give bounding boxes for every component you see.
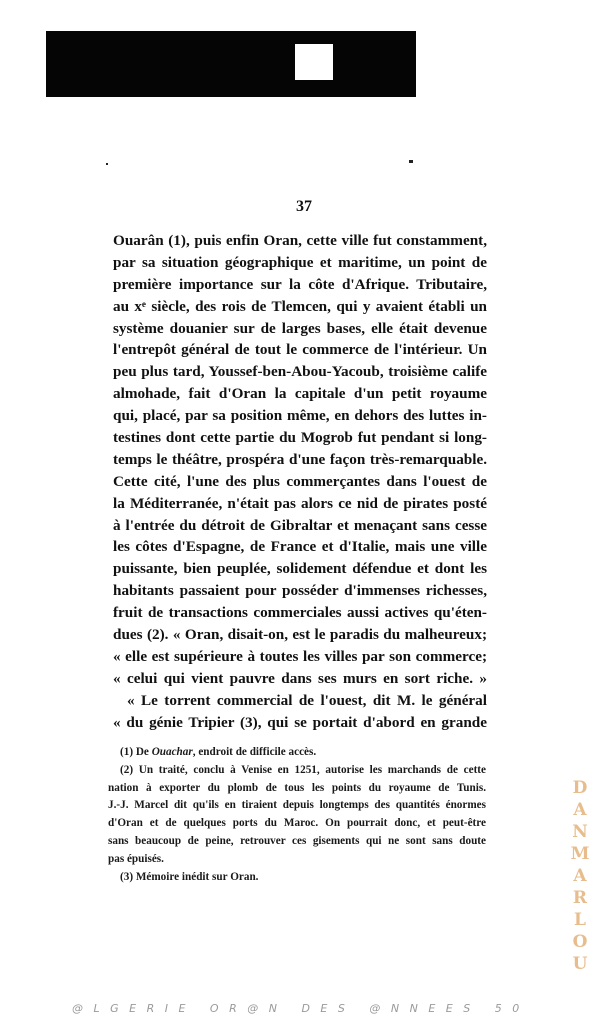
footnote-3: (3) Mémoire inédit sur Oran. bbox=[120, 870, 259, 883]
text-line: testines dont cette partie du Mogrob fut pendant si long- bbox=[113, 429, 487, 447]
text-line: « celui qui vient pauvre dans ses murs en sort riche. » bbox=[113, 669, 487, 687]
text-line: première importance sur la côte d'Afrique. Tributaire, bbox=[113, 275, 487, 293]
text-line: puissante, bien peuplée, solidement défendue et dont les bbox=[113, 560, 487, 578]
text-line: « elle est supérieure à toutes les villes par son commerce; bbox=[113, 647, 487, 665]
text-line: Cette cité, l'une des plus commerçantes dans l'ouest de bbox=[113, 472, 487, 490]
text-line: almohade, fait d'Oran la capitale d'un petit royaume bbox=[113, 385, 487, 403]
footnote-1-marker: (1) De bbox=[120, 746, 149, 758]
footnote-2-line: nation à exporter du plomb de tous les points du royaume de Tunis. bbox=[108, 781, 486, 794]
text-line: qui, placé, par sa position même, en dehors des luttes in- bbox=[113, 407, 487, 425]
text-line: au xᵉ siècle, des rois de Tlemcen, qui y avaient établi un bbox=[113, 297, 487, 315]
text-line: habitants passaient pour posséder d'immenses richesses, bbox=[113, 582, 487, 600]
footnotes bbox=[108, 744, 486, 886]
scan-speck bbox=[106, 163, 108, 165]
text-line: l'entrepôt général de tout le commerce de l'intérieur. Un bbox=[113, 341, 487, 359]
scan-speck bbox=[409, 160, 413, 163]
watermark-vertical: DANMARLOU bbox=[570, 778, 590, 976]
redaction-bar bbox=[46, 31, 416, 97]
redaction-notch bbox=[295, 44, 333, 80]
text-line: les côtes d'Espagne, de France et d'Italie, mais une ville bbox=[113, 538, 487, 556]
text-line: système douanier sur de larges bases, elle était devenue bbox=[113, 319, 487, 337]
text-line: la Méditerranée, n'était pas alors ce nid de pirates posté bbox=[113, 494, 487, 512]
text-line: peu plus tard, Youssef-ben-Abou-Yacoub, troisième calife bbox=[113, 363, 487, 381]
footnote-2-line: sans beaucoup de peine, retrouver ces gisements qui ne sont sans doute bbox=[108, 834, 486, 847]
text-line: Ouarân (1), puis enfin Oran, cette ville fut constamment, bbox=[113, 232, 487, 249]
text-line: par sa situation géographique et maritime, un point de bbox=[113, 253, 487, 271]
text-line: « Le torrent commercial de l'ouest, dit M. le général bbox=[127, 691, 487, 709]
footnote-2-line: d'Oran et de quelques ports du Maroc. On pourrait donc, et peut-être bbox=[108, 817, 486, 830]
footnote-2-line: (2) Un traité, conclu à Venise en 1251, autorise les marchands de cette bbox=[120, 763, 486, 776]
footnote-1 bbox=[108, 744, 486, 762]
text-line: à l'entrée du détroit de Gibraltar et menaçant sans cesse bbox=[113, 516, 487, 534]
footnote-1-rest: , endroit de difficile accès. bbox=[192, 746, 317, 758]
text-line: dues (2). « Oran, disait-on, est le paradis du malheureux; bbox=[113, 626, 487, 644]
text-line: temps le théâtre, prospéra d'une façon très-remarquable. bbox=[113, 450, 487, 468]
watermark-bottom: @LGERIE OR@N DES @NNEES 50 bbox=[72, 1002, 530, 1015]
footnote-2-line: pas épuisés. bbox=[108, 852, 164, 865]
page-number: 37 bbox=[296, 198, 312, 215]
text-line: « du génie Tripier (3), qui se portait d'abord en grande bbox=[113, 713, 487, 731]
body-text bbox=[113, 230, 487, 733]
footnote-2-line: J.-J. Marcel dit qu'ils en tiraient depuis longtemps des quantités énormes bbox=[108, 799, 486, 812]
footnote-1-term: Ouachar bbox=[151, 746, 193, 758]
text-line: fruit de transactions commerciales aussi actives qu'éten- bbox=[113, 604, 487, 622]
